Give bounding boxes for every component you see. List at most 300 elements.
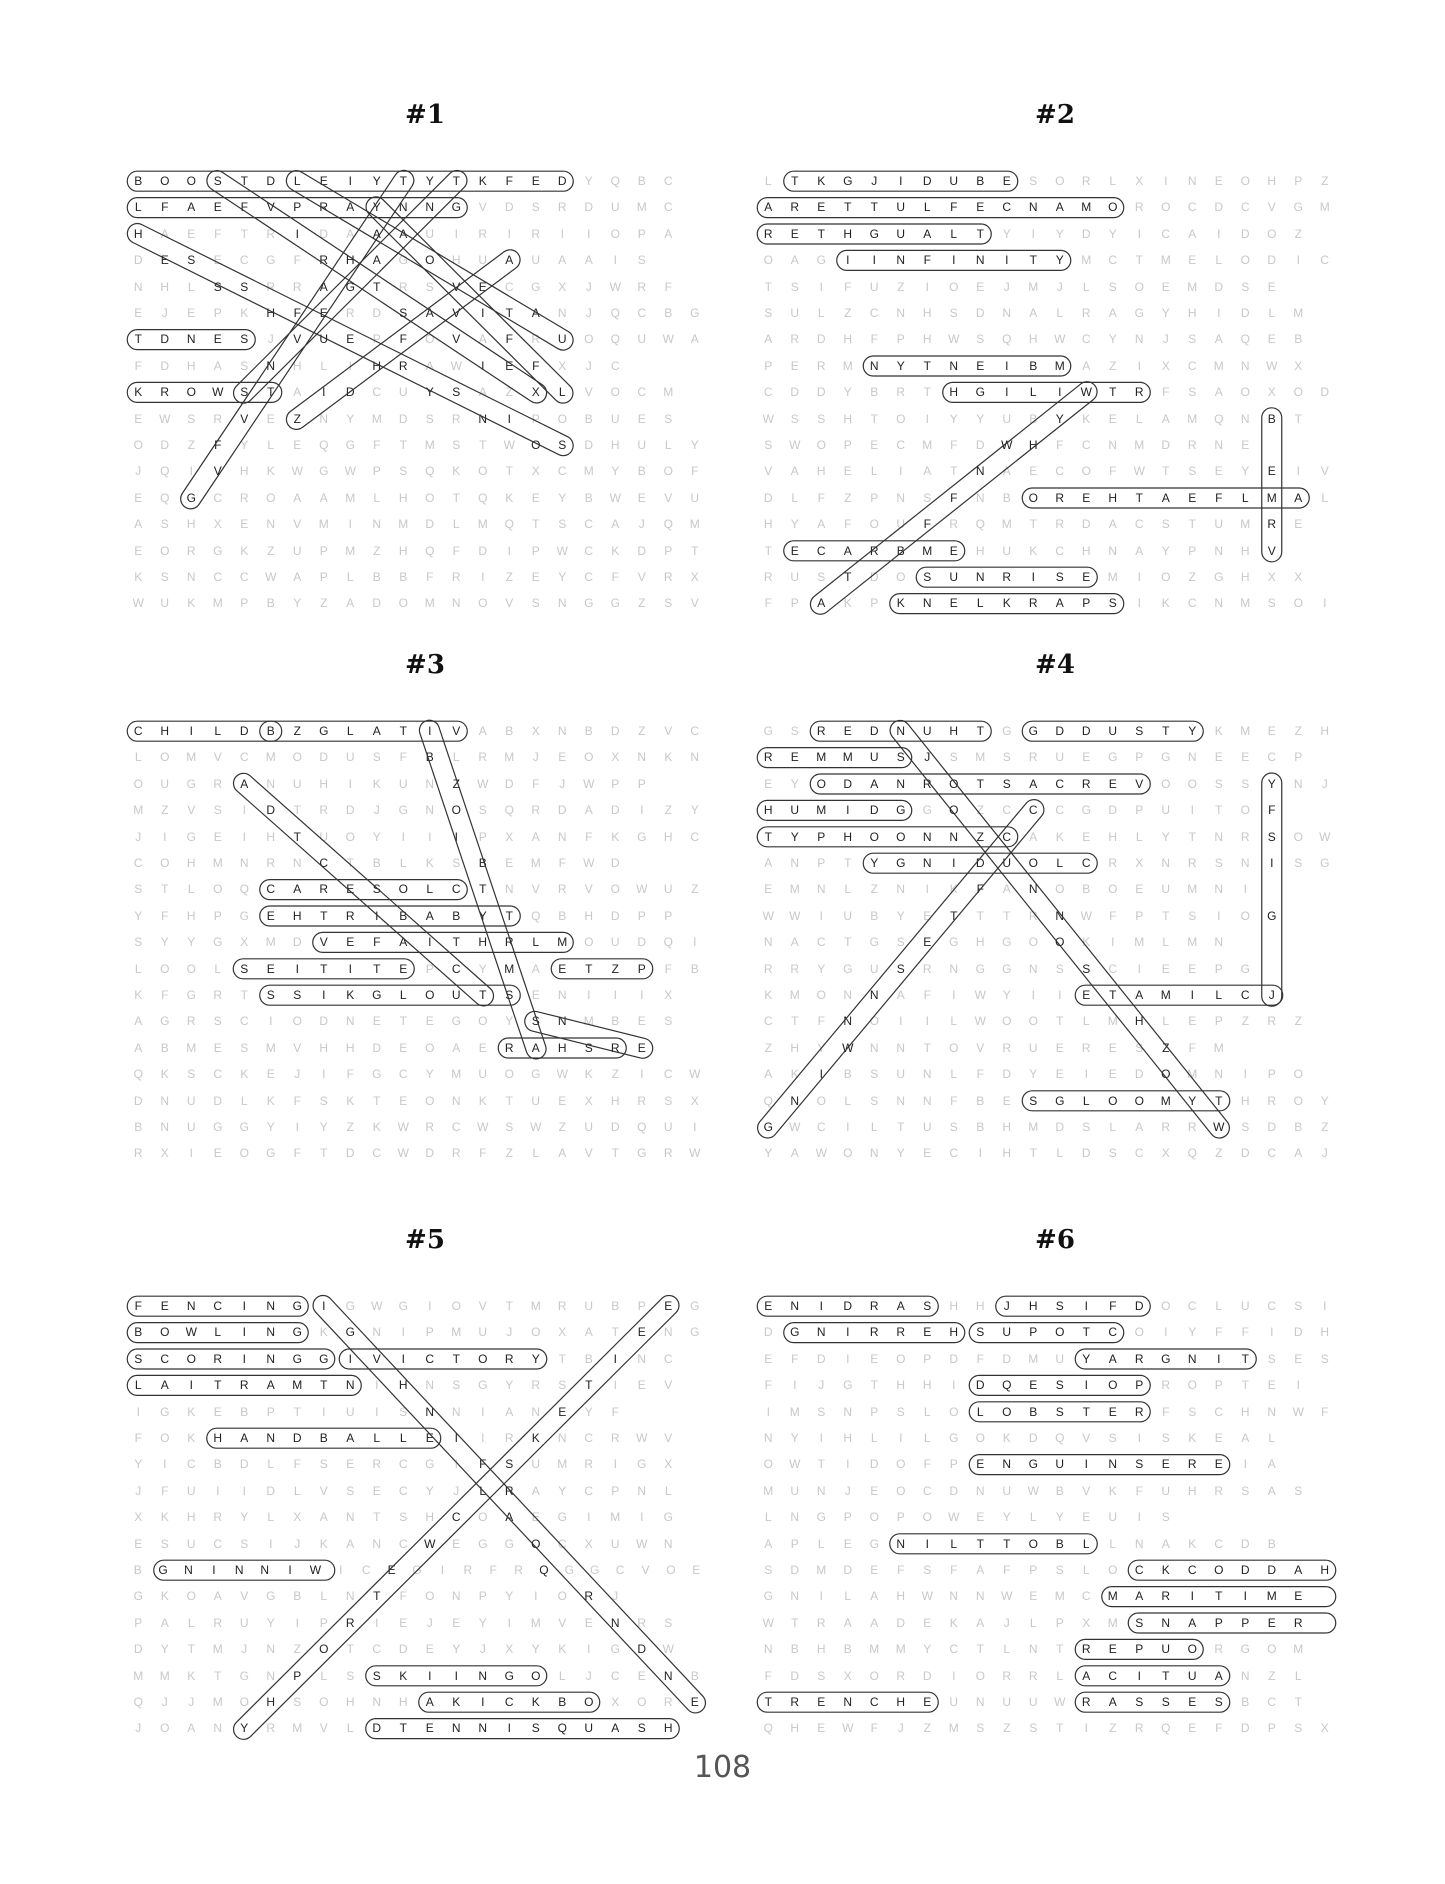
grid-letter: D xyxy=(869,1457,879,1472)
grid-letter: D xyxy=(504,200,514,215)
grid-letter: F xyxy=(923,517,931,532)
grid-letter: S xyxy=(1002,750,1011,765)
grid-letter: P xyxy=(1135,908,1144,923)
grid-letter: M xyxy=(265,750,276,765)
grid-letter: M xyxy=(451,1067,462,1082)
grid-letter: L xyxy=(870,464,878,479)
grid-letter: A xyxy=(976,1563,985,1577)
grid-letter: R xyxy=(239,1378,249,1393)
grid-letter: F xyxy=(373,935,381,950)
grid-letter: G xyxy=(266,253,276,268)
grid-letter: X xyxy=(558,279,567,294)
grid-letter: R xyxy=(1134,385,1144,400)
grid-letter: U xyxy=(1002,1695,1012,1709)
grid-letter: F xyxy=(1109,464,1117,479)
grid-letter: L xyxy=(399,988,407,1002)
grid-letter: N xyxy=(266,1431,276,1445)
grid-letter: M xyxy=(842,358,853,373)
grid-letter: J xyxy=(1003,1615,1010,1630)
grid-letter: F xyxy=(923,1457,931,1472)
grid-letter: H xyxy=(975,543,985,558)
grid-letter: I xyxy=(1031,570,1035,584)
grid-letter: P xyxy=(1055,1615,1064,1630)
grid-letter: R xyxy=(451,570,461,584)
grid-letter: L xyxy=(870,1431,878,1445)
grid-letter: F xyxy=(1109,1299,1117,1313)
grid-letter: Y xyxy=(923,1642,932,1657)
grid-letter: Q xyxy=(133,1695,143,1709)
grid-letter: N xyxy=(186,332,196,347)
grid-letter: Y xyxy=(558,1483,567,1498)
grid-letter: N xyxy=(843,988,853,1002)
grid-letter: L xyxy=(134,200,142,215)
grid-letter: J xyxy=(294,1067,301,1082)
grid-letter: R xyxy=(1081,1695,1091,1709)
grid-letter: S xyxy=(817,1404,826,1419)
grid-letter: W xyxy=(842,1040,854,1055)
answer-outline xyxy=(757,198,1124,218)
grid-letter: S xyxy=(923,490,932,505)
grid-letter: U xyxy=(531,253,541,268)
answer-outline xyxy=(755,796,1048,1143)
grid-letter: B xyxy=(870,385,879,400)
grid-letter: A xyxy=(843,1615,852,1630)
answer-outline xyxy=(784,171,1018,191)
grid-letter: O xyxy=(666,1563,676,1577)
grid-letter: F xyxy=(923,988,931,1002)
grid-letter: R xyxy=(504,1040,514,1055)
grid-letter: S xyxy=(319,1093,328,1108)
grid-letter: G xyxy=(345,1325,355,1340)
grid-letter: L xyxy=(950,226,958,241)
grid-letter: J xyxy=(1056,279,1063,294)
grid-letter: C xyxy=(398,1483,408,1498)
grid-letter: C xyxy=(398,1457,408,1472)
grid-letter: B xyxy=(611,1299,620,1313)
grid-letter: F xyxy=(764,1378,772,1393)
grid-letter: G xyxy=(186,829,196,844)
grid-letter: U xyxy=(922,724,932,738)
grid-letter: U xyxy=(584,1721,594,1736)
grid-letter: Z xyxy=(267,543,275,558)
grid-letter: N xyxy=(425,1404,435,1419)
grid-letter: N xyxy=(896,724,906,738)
grid-letter: N xyxy=(451,1721,461,1736)
grid-letter: B xyxy=(134,1120,143,1134)
grid-letter: D xyxy=(1055,1120,1065,1134)
answer-outline xyxy=(260,880,468,900)
grid-letter: F xyxy=(452,543,460,558)
grid-letter: N xyxy=(266,1299,276,1313)
grid-letter: J xyxy=(638,517,645,532)
grid-letter: A xyxy=(293,490,302,505)
grid-letter: N xyxy=(1028,200,1038,215)
grid-letter: A xyxy=(346,200,355,215)
grid-letter: H xyxy=(663,1721,673,1736)
grid-letter: W xyxy=(583,776,595,791)
grid-letter: L xyxy=(1082,1014,1090,1029)
grid-letter: N xyxy=(975,570,985,584)
grid-letter: H xyxy=(763,517,773,532)
grid-letter: I xyxy=(587,1510,591,1525)
grid-letter: L xyxy=(817,306,825,320)
grid-letter: N xyxy=(425,200,435,215)
grid-letter: F xyxy=(293,1146,301,1161)
grid-letter: O xyxy=(763,1457,773,1472)
letter-grid xyxy=(125,718,709,1173)
grid-letter: U xyxy=(186,1536,196,1551)
grid-letter: C xyxy=(1267,1695,1277,1709)
grid-letter: M xyxy=(1293,1642,1304,1657)
answer-outline xyxy=(1128,1560,1336,1580)
grid-letter: L xyxy=(320,358,328,373)
grid-letter: L xyxy=(452,750,460,765)
grid-letter: S xyxy=(664,1093,673,1108)
grid-letter: N xyxy=(1134,332,1144,347)
grid-letter: P xyxy=(319,1615,328,1630)
grid-letter: F xyxy=(1109,908,1117,923)
grid-letter: L xyxy=(1082,1536,1090,1551)
grid-letter: K xyxy=(319,1325,328,1340)
grid-letter: S xyxy=(425,411,434,426)
grid-letter: R xyxy=(1002,1040,1012,1055)
grid-letter: U xyxy=(186,1093,196,1108)
grid-letter: U xyxy=(398,385,408,400)
grid-letter: C xyxy=(690,724,700,738)
grid-letter: C xyxy=(1134,1146,1144,1161)
grid-letter: F xyxy=(293,306,301,320)
grid-letter: I xyxy=(1190,1589,1194,1604)
grid-letter: I xyxy=(766,1404,770,1419)
grid-letter: G xyxy=(372,988,382,1002)
grid-letter: G xyxy=(816,253,826,268)
grid-letter: P xyxy=(611,1483,620,1498)
grid-letter: N xyxy=(266,1642,276,1657)
grid-letter: Y xyxy=(478,1615,487,1630)
grid-letter: P xyxy=(1214,1014,1223,1029)
grid-letter: A xyxy=(266,1378,275,1393)
grid-letter: N xyxy=(186,1299,196,1313)
grid-letter: Q xyxy=(975,517,985,532)
answer-outline xyxy=(498,1038,626,1058)
grid-letter: S xyxy=(817,570,826,584)
grid-letter: E xyxy=(399,1615,408,1630)
grid-letter: L xyxy=(844,1093,852,1108)
grid-letter: O xyxy=(896,570,906,584)
grid-letter: N xyxy=(1028,1642,1038,1657)
grid-letter: U xyxy=(1187,1668,1197,1683)
grid-letter: U xyxy=(949,174,959,188)
grid-letter: T xyxy=(764,1695,772,1709)
grid-letter: T xyxy=(870,200,878,215)
grid-letter: J xyxy=(585,279,592,294)
grid-letter: H xyxy=(266,829,276,844)
grid-letter: O xyxy=(584,750,594,765)
grid-letter: I xyxy=(507,543,511,558)
grid-letter: T xyxy=(950,908,958,923)
grid-letter: S xyxy=(1267,829,1276,844)
grid-letter: V xyxy=(452,724,461,738)
grid-letter: B xyxy=(611,1014,620,1029)
puzzle-title: #1 xyxy=(405,100,445,130)
grid-letter: W xyxy=(789,1120,801,1134)
grid-letter: E xyxy=(1108,1040,1117,1055)
grid-letter: C xyxy=(1081,332,1091,347)
grid-letter: A xyxy=(1214,332,1223,347)
grid-letter: O xyxy=(1108,1093,1118,1108)
grid-letter: J xyxy=(294,1536,301,1551)
grid-letter: L xyxy=(870,1120,878,1134)
grid-letter: N xyxy=(1240,358,1250,373)
grid-letter: W xyxy=(689,1146,701,1161)
grid-letter: C xyxy=(372,1642,382,1657)
grid-letter: N xyxy=(345,1014,355,1029)
grid-letter: D xyxy=(1240,1721,1250,1736)
grid-letter: Z xyxy=(293,411,301,426)
grid-letter: T xyxy=(791,174,799,188)
grid-letter: I xyxy=(269,1014,273,1029)
grid-letter: O xyxy=(292,750,302,765)
answer-outline xyxy=(757,1296,938,1316)
grid-letter: O xyxy=(949,279,959,294)
grid-letter: N xyxy=(896,306,906,320)
grid-letter: A xyxy=(1241,1431,1250,1445)
grid-letter: V xyxy=(1135,776,1144,791)
grid-letter: T xyxy=(1003,1536,1011,1551)
grid-letter: J xyxy=(1321,1146,1328,1161)
grid-letter: I xyxy=(428,1299,432,1313)
grid-letter: T xyxy=(1082,1404,1090,1419)
grid-letter: E xyxy=(1029,1378,1038,1393)
grid-letter: N xyxy=(1267,1404,1277,1419)
grid-letter: E xyxy=(531,174,540,188)
grid-letter: L xyxy=(1321,490,1329,505)
grid-letter: K xyxy=(372,1120,381,1134)
grid-letter: S xyxy=(1002,776,1011,791)
answer-outline xyxy=(229,1293,683,1743)
grid-letter: H xyxy=(975,1299,985,1313)
grid-letter: N xyxy=(869,358,879,373)
grid-letter: W xyxy=(1292,1404,1304,1419)
grid-letter: G xyxy=(266,1589,276,1604)
grid-letter: U xyxy=(1028,1695,1038,1709)
answer-outline xyxy=(996,1296,1151,1316)
grid-letter: E xyxy=(505,856,514,870)
grid-letter: T xyxy=(1188,829,1196,844)
grid-letter: N xyxy=(451,1404,461,1419)
grid-letter: I xyxy=(899,464,903,479)
answer-outline xyxy=(283,168,577,354)
grid-letter: P xyxy=(1135,1642,1144,1657)
grid-letter: A xyxy=(843,543,852,558)
grid-letter: R xyxy=(663,1695,673,1709)
grid-letter: W xyxy=(1080,385,1092,400)
grid-letter: N xyxy=(451,1093,461,1108)
grid-letter: I xyxy=(454,829,458,844)
grid-letter: O xyxy=(1293,596,1303,611)
answer-outline xyxy=(366,1666,547,1686)
grid-letter: I xyxy=(322,1404,326,1419)
grid-letter: Q xyxy=(1214,411,1224,426)
grid-letter: T xyxy=(976,1536,984,1551)
grid-letter: O xyxy=(1081,464,1091,479)
grid-letter: M xyxy=(212,1642,223,1657)
grid-letter: G xyxy=(763,724,773,738)
grid-letter: H xyxy=(319,776,329,791)
grid-letter: S xyxy=(1135,1457,1144,1472)
grid-letter: C xyxy=(213,1299,223,1313)
grid-letter: M xyxy=(1160,253,1171,268)
grid-letter: M xyxy=(1134,438,1145,452)
grid-letter: A xyxy=(1294,490,1303,505)
grid-letter: D xyxy=(160,358,170,373)
grid-letter: O xyxy=(949,803,959,818)
grid-letter: F xyxy=(293,1457,301,1472)
grid-letter: I xyxy=(1190,988,1194,1002)
grid-letter: N xyxy=(266,1668,276,1683)
grid-letter: S xyxy=(1241,279,1250,294)
grid-letter: Y xyxy=(425,385,434,400)
grid-letter: H xyxy=(478,935,488,950)
grid-letter: F xyxy=(1162,385,1170,400)
grid-letter: G xyxy=(292,1299,302,1313)
grid-letter: S xyxy=(790,411,799,426)
grid-letter: G xyxy=(1320,856,1330,870)
grid-letter: N xyxy=(266,358,276,373)
grid-letter: S xyxy=(584,1040,593,1055)
grid-letter: M xyxy=(1107,1014,1118,1029)
grid-letter: R xyxy=(816,724,826,738)
grid-letter: M xyxy=(1001,517,1012,532)
grid-letter: L xyxy=(1162,935,1170,950)
grid-letter: F xyxy=(817,490,825,505)
answer-outline xyxy=(1075,1639,1203,1659)
grid-letter: I xyxy=(1058,385,1062,400)
grid-letter: N xyxy=(557,306,567,320)
grid-letter: E xyxy=(1002,1093,1011,1108)
grid-letter: K xyxy=(160,1589,169,1604)
grid-letter: L xyxy=(950,1536,958,1551)
grid-letter: F xyxy=(161,200,169,215)
grid-letter: F xyxy=(134,358,142,373)
grid-letter: P xyxy=(1267,1721,1276,1736)
grid-letter: C xyxy=(1187,1299,1197,1313)
grid-letter: H xyxy=(1320,1325,1330,1340)
grid-letter: C xyxy=(1081,1589,1091,1604)
grid-letter: E xyxy=(213,1040,222,1055)
grid-letter: O xyxy=(478,464,488,479)
grid-letter: S xyxy=(478,803,487,818)
grid-letter: I xyxy=(481,1431,485,1445)
grid-letter: W xyxy=(636,882,648,897)
grid-letter: Z xyxy=(764,1040,772,1055)
grid-letter: T xyxy=(817,226,825,241)
answer-outline xyxy=(916,567,1097,587)
grid-letter: A xyxy=(399,226,408,241)
grid-letter: E xyxy=(949,543,958,558)
grid-letter: Y xyxy=(1002,1510,1011,1525)
grid-letter: S xyxy=(187,1067,196,1082)
grid-letter: R xyxy=(922,776,932,791)
grid-letter: K xyxy=(949,1615,958,1630)
grid-letter: T xyxy=(505,306,513,320)
grid-letter: M xyxy=(265,1040,276,1055)
answer-outline xyxy=(1022,1091,1230,1111)
grid-letter: V xyxy=(637,570,646,584)
grid-letter: U xyxy=(1002,856,1012,870)
grid-letter: I xyxy=(322,1299,326,1313)
grid-letter: R xyxy=(1055,517,1065,532)
grid-letter: N xyxy=(133,279,143,294)
puzzle-panel-2 xyxy=(755,100,1355,620)
grid-letter: I xyxy=(819,1299,823,1313)
grid-letter: I xyxy=(428,1668,432,1683)
grid-letter: R xyxy=(584,1589,594,1604)
grid-letter: C xyxy=(239,570,249,584)
grid-letter: M xyxy=(789,1404,800,1419)
grid-letter: O xyxy=(133,438,143,452)
grid-letter: C xyxy=(372,1146,382,1161)
grid-letter: K xyxy=(187,1404,196,1419)
grid-letter: G xyxy=(133,1589,143,1604)
grid-letter: S xyxy=(505,988,514,1002)
grid-letter: J xyxy=(1003,279,1010,294)
grid-letter: N xyxy=(266,517,276,532)
grid-letter: N xyxy=(557,988,567,1002)
grid-letter: I xyxy=(1137,1510,1141,1525)
grid-letter: F xyxy=(373,438,381,452)
grid-letter: R xyxy=(557,200,567,215)
grid-letter: C xyxy=(1187,358,1197,373)
grid-letter: E xyxy=(637,1325,646,1340)
grid-letter: C xyxy=(637,306,647,320)
grid-letter: E xyxy=(1108,776,1117,791)
grid-letter: X xyxy=(1294,358,1303,373)
grid-letter: B xyxy=(134,1325,143,1340)
grid-letter: E xyxy=(923,1146,932,1161)
grid-letter: B xyxy=(843,1067,852,1082)
grid-letter: T xyxy=(870,411,878,426)
grid-letter: V xyxy=(1082,1431,1091,1445)
grid-letter: G xyxy=(1161,750,1171,765)
grid-letter: D xyxy=(1267,1563,1277,1577)
grid-letter: I xyxy=(454,1457,458,1472)
grid-letter: G xyxy=(266,1146,276,1161)
grid-letter: S xyxy=(1108,1146,1117,1161)
grid-letter: O xyxy=(843,1146,853,1161)
grid-letter: N xyxy=(372,1325,382,1340)
grid-letter: C xyxy=(584,1431,594,1445)
grid-letter: E xyxy=(1082,570,1091,584)
grid-letter: O xyxy=(345,829,355,844)
grid-letter: O xyxy=(213,882,223,897)
grid-letter: K xyxy=(1188,1536,1197,1551)
grid-letter: D xyxy=(425,517,435,532)
grid-letter: W xyxy=(344,464,356,479)
grid-letter: T xyxy=(1003,908,1011,923)
grid-letter: T xyxy=(1162,1668,1170,1683)
grid-letter: I xyxy=(242,803,246,818)
grid-letter: S xyxy=(134,1351,143,1366)
grid-letter: H xyxy=(1028,332,1038,347)
puzzle-panel-5 xyxy=(125,1225,725,1745)
grid-letter: P xyxy=(637,776,646,791)
grid-letter: L xyxy=(950,1067,958,1082)
grid-letter: A xyxy=(1055,596,1064,611)
grid-letter: P xyxy=(478,1589,487,1604)
grid-letter: X xyxy=(505,829,514,844)
grid-letter: G xyxy=(1002,935,1012,950)
